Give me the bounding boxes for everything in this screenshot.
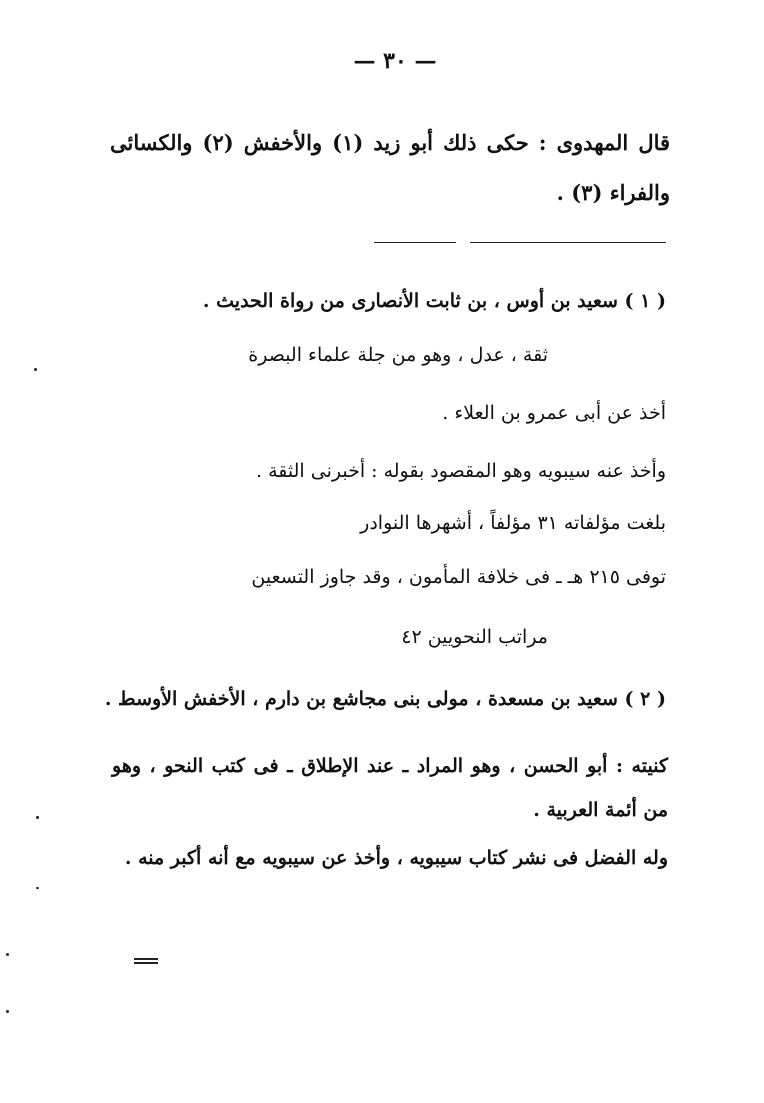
footnote-1-line-6: توفى ٢١٥ هـ ـ فى خلافة المأمون ، وقد جاوز التسعين (251, 566, 666, 588)
footnote-1-line-3: أخذ عن أبى عمرو بن العلاء . (442, 402, 666, 424)
footnote-1-line-1: ( ١ ) سعيد بن أوس ، بن ثابت الأنصارى من رواة الحديث . (202, 290, 666, 312)
footnote-separator-line (470, 242, 666, 243)
footnote-2-line-1: ( ٢ ) سعيد بن مسعدة ، مولى بنى مجاشع بن دارم ، الأخفش الأوسط . (104, 688, 666, 710)
page-number: — ٣٠ — (353, 48, 437, 74)
scan-speck (36, 887, 39, 889)
scan-speck (36, 816, 39, 819)
footnote-separator-line-short (374, 242, 456, 243)
footnote-1-line-2: ثقة ، عدل ، وهو من جلة علماء البصرة (248, 344, 548, 366)
footnote-2-paragraph-3: وله الفضل فى نشر كتاب سيبويه ، وأخذ عن سيبويه مع أنه أكبر منه . (124, 847, 668, 869)
footnote-1-line-4: وأخذ عنه سيبويه وهو المقصود بقوله : أخبرنى الثقة . (256, 460, 666, 482)
scan-speck (6, 953, 9, 956)
scan-speck (6, 1010, 9, 1013)
footnote-1-line-5: بلغت مؤلفاته ٣١ مؤلفاً ، أشهرها النوادر (360, 512, 666, 534)
scan-speck (34, 368, 37, 371)
main-paragraph: قال المهدوى : حكى ذلك أبو زيد (١) والأخفش (٢) والكسائى والفراء (٣) . (110, 130, 671, 205)
section-end-mark-bar (134, 958, 158, 960)
footnote-2-paragraph-2: كنيته : أبو الحسن ، وهو المراد ـ عند الإطلاق ـ فى كتب النحو ، وهو من أئمة العربية . (112, 755, 668, 821)
footnote-1-line-7: مراتب النحويين ٤٢ (401, 626, 548, 648)
section-end-mark-bar (134, 962, 158, 964)
section-end-mark (134, 958, 158, 965)
